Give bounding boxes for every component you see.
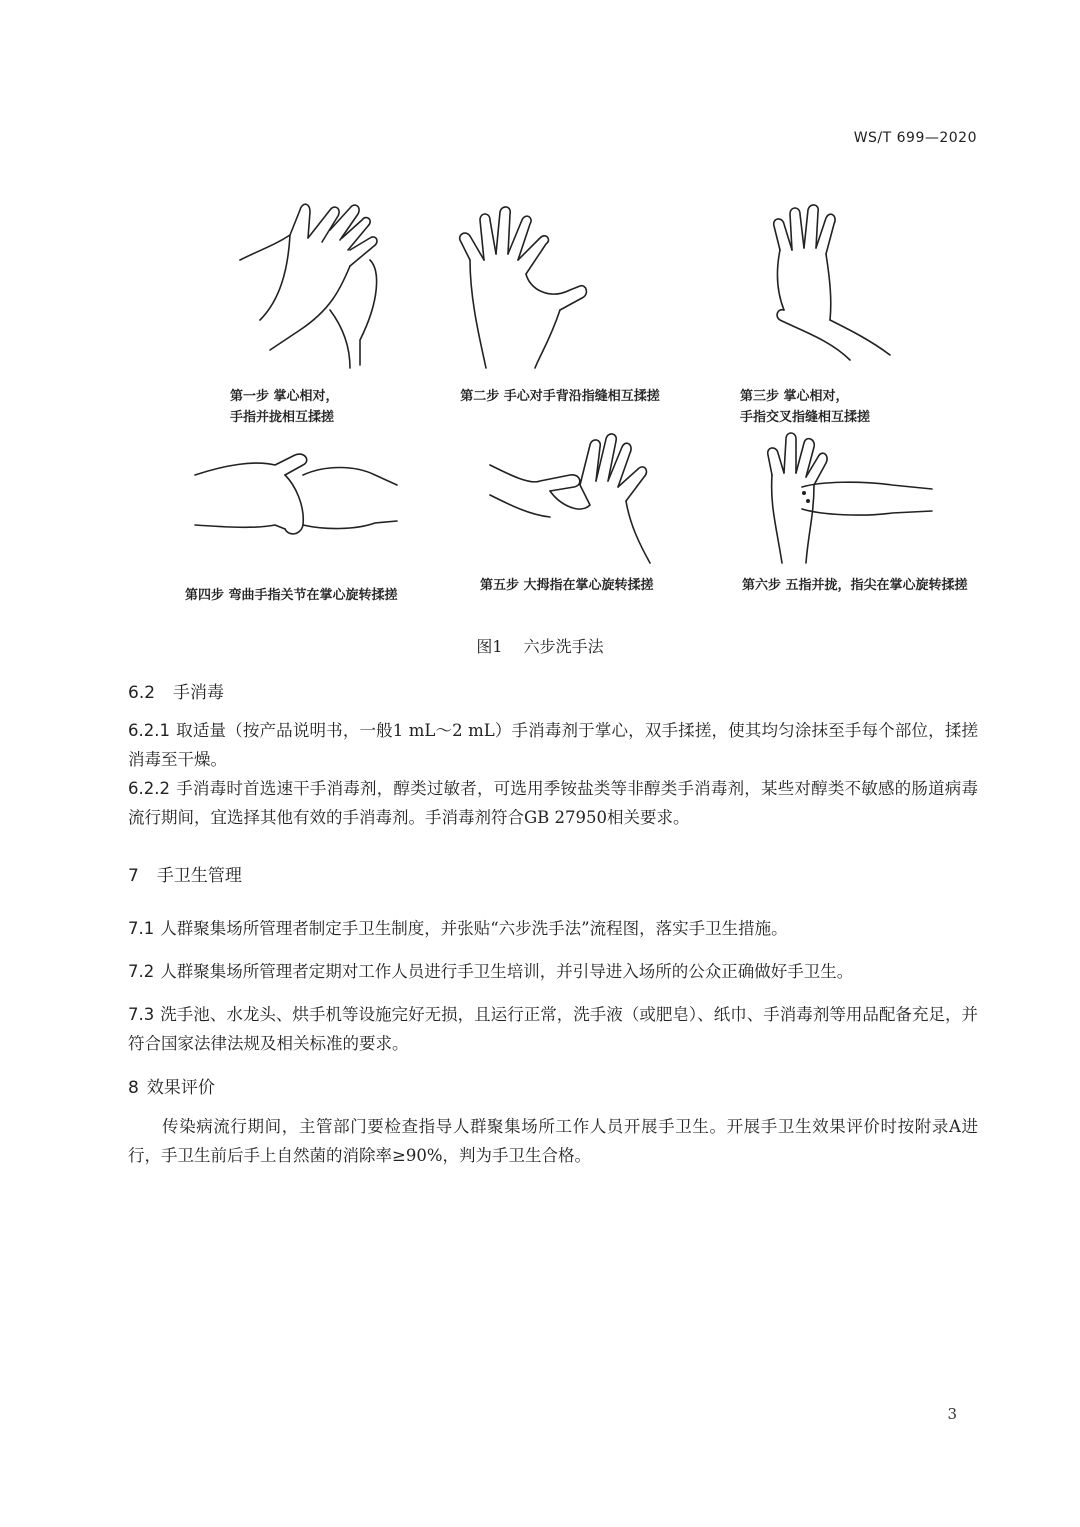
paragraph-8 [128,1112,978,1170]
figure-title [0,634,1080,657]
clause-text: 传染病流行期间，主管部门要检查指导人群聚集场所工作人员开展手卫生。开展手卫生效果评价时按附录A进行，手卫生前后手上自然菌的消除率≥90%，判为手卫生合格。 [128,1117,978,1165]
figure-caption: 六步洗手法 [523,637,604,656]
section-title: 手卫生管理 [156,866,242,886]
hands-palm-over-back-icon [430,190,630,370]
clause-number: 6.2.1 [128,721,170,740]
page-number: 3 [947,1405,957,1423]
hands-thumb-rotation-icon [480,425,680,565]
hands-palm-to-palm-icon [230,190,430,370]
step-5-caption-line1: 第五步 大拇指在掌心旋转揉搓 [480,578,654,593]
step-2-caption-line1: 第二步 手心对手背沿指缝相互揉搓 [460,389,660,404]
standard-code: WS/T 699—2020 [853,130,977,146]
clause-number: 7.2 [128,962,155,981]
step-6-caption-line1: 第六步 五指并拢，指尖在掌心旋转揉搓 [742,578,968,593]
step-1-caption-line2: 手指并拢相互揉搓 [230,410,335,425]
paragraph-7-3 [128,1000,978,1058]
section-number: 6.2 [128,683,156,703]
paragraph-6-2-1 [128,716,978,774]
section-7-heading [128,861,242,886]
step-1-caption-line1: 第一步 掌心相对， [230,389,339,404]
step-4-caption-line1: 第四步 弯曲手指关节在掌心旋转揉搓 [185,588,398,603]
section-8-heading [128,1073,215,1098]
clause-number: 7.1 [128,919,155,938]
step-5-panel [480,425,740,596]
step-6-panel [742,425,1002,596]
step-3-caption-line2: 手指交叉指缝相互揉搓 [740,410,871,425]
step-4-panel [185,435,445,606]
paragraph-7-2 [128,957,978,986]
section-6-2-heading [128,678,224,703]
clause-text: 取适量（按产品说明书，一般1 mL～2 mL）手消毒剂于掌心，双手揉搓，使其均匀涂抹至手每个部位，揉搓消毒至干燥。 [128,721,978,769]
hands-knuckles-in-palm-icon [185,435,405,565]
clause-text: 人群聚集场所管理者制定手卫生制度，并张贴“六步洗手法”流程图，落实手卫生措施。 [160,919,788,938]
section-number: 8 [128,1078,139,1098]
clause-text: 洗手池、水龙头、烘手机等设施完好无损，且运行正常，洗手液（或肥皂）、纸巾、手消毒剂等用品配备充足，并符合国家法律法规及相关标准的要求。 [128,1005,978,1053]
step-3-panel [740,190,1000,428]
figure-number: 图1 [476,637,503,656]
section-title: 效果评价 [146,1078,215,1098]
section-title: 手消毒 [173,683,225,703]
section-number: 7 [128,866,139,886]
hands-fingertips-in-palm-icon [742,425,942,565]
clause-text: 手消毒时首选速干手消毒剂，醇类过敏者，可选用季铵盐类等非醇类手消毒剂，某些对醇类不敏感的肠道病毒流行期间，宜选择其他有效的手消毒剂。手消毒剂符合GB 27950相关要求。 [128,779,978,827]
clause-number: 6.2.2 [128,779,170,798]
step-3-caption-line1: 第三步 掌心相对， [740,389,849,404]
hands-fingers-interlaced-icon [740,190,940,370]
paragraph-6-2-2 [128,774,978,832]
clause-number: 7.3 [128,1005,155,1024]
paragraph-7-1 [128,914,978,943]
clause-text: 人群聚集场所管理者定期对工作人员进行手卫生培训，并引导进入场所的公众正确做好手卫生。 [160,962,854,981]
handwashing-figure [180,180,980,620]
step-2-panel [430,190,690,407]
